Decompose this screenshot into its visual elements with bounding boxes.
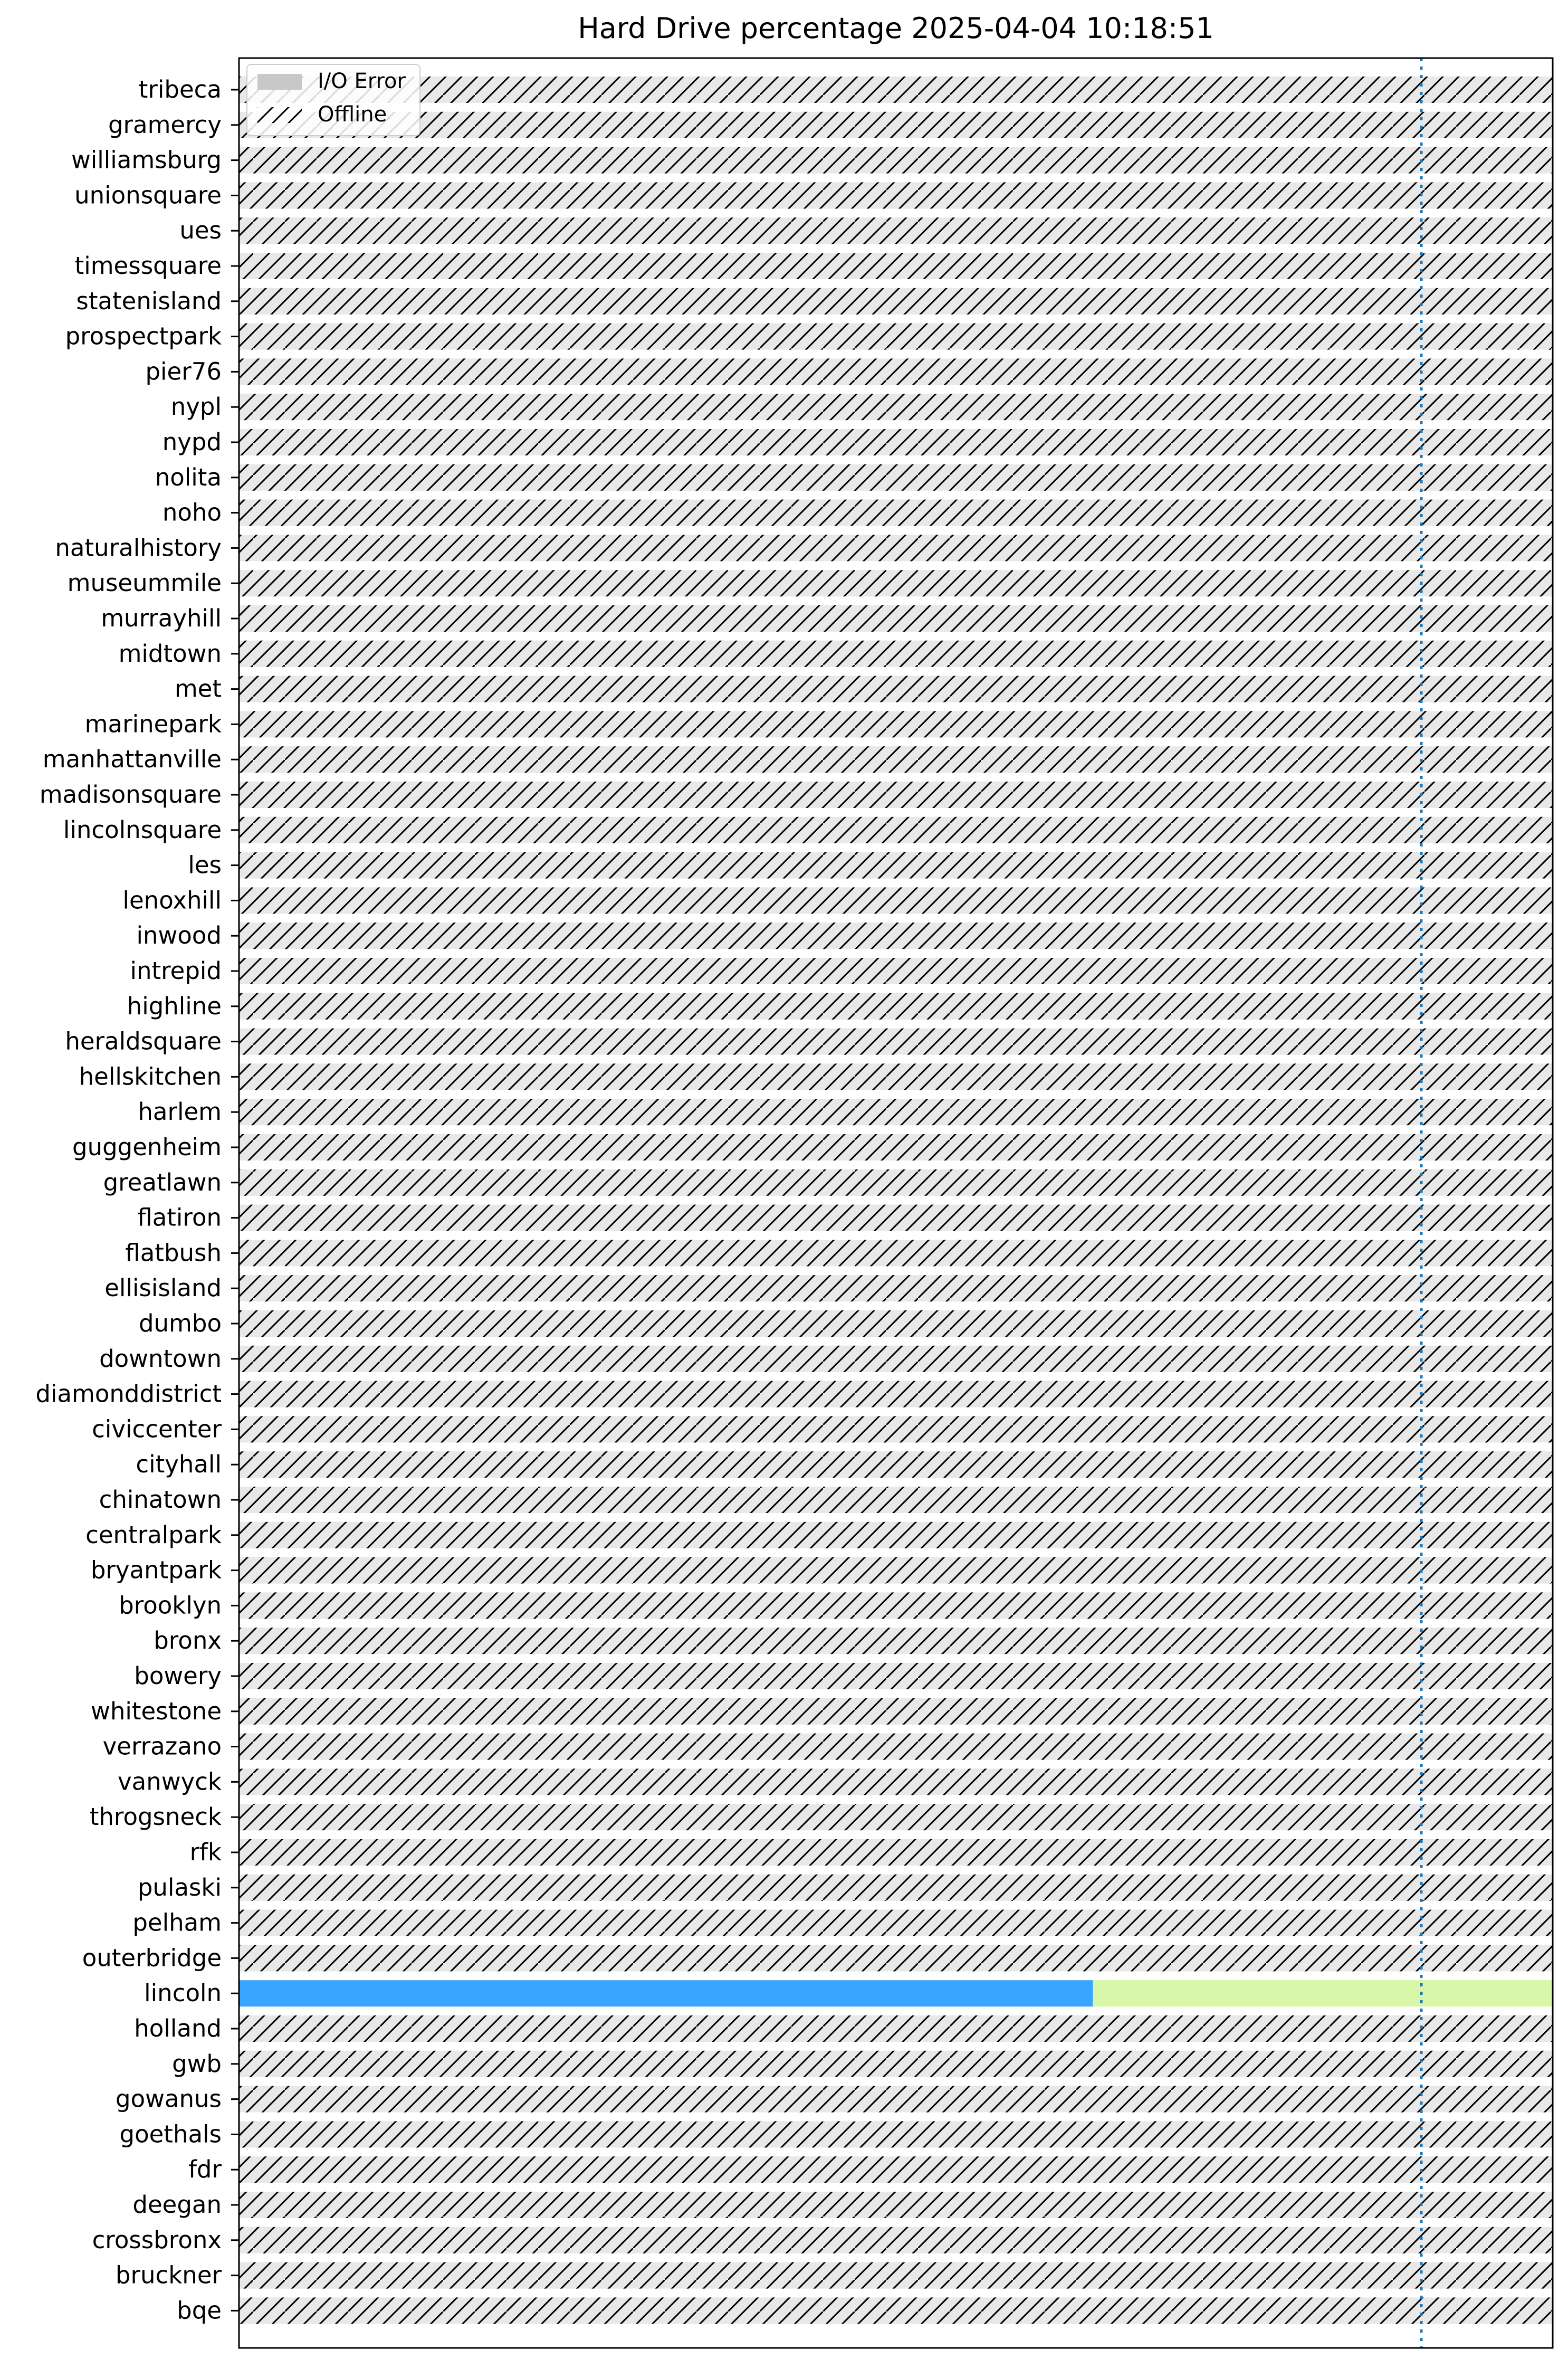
- y-axis-tick-labels: [35, 75, 222, 2324]
- bar-offline-hatch-bqe: [239, 2297, 1553, 2324]
- bar-offline-hatch-intrepid: [239, 958, 1553, 984]
- bar-offline-hatch-hellskitchen: [239, 1063, 1553, 1090]
- y-tick-label-les: les: [188, 851, 222, 879]
- y-tick-label-greatlawn: greatlawn: [103, 1168, 222, 1196]
- bar-offline-hatch-deegan: [239, 2192, 1553, 2218]
- y-tick-label-dumbo: dumbo: [138, 1309, 222, 1337]
- y-tick-label-midtown: midtown: [118, 639, 222, 668]
- bar-offline-hatch-noho: [239, 500, 1553, 526]
- bar-offline-hatch-nypd: [239, 429, 1553, 455]
- y-tick-label-lincolnsquare: lincolnsquare: [63, 815, 222, 844]
- bar-offline-hatch-murrayhill: [239, 605, 1553, 632]
- bar-offline-hatch-timessquare: [239, 253, 1553, 279]
- y-tick-label-tribeca: tribeca: [138, 75, 222, 103]
- y-tick-label-statenisland: statenisland: [76, 287, 222, 315]
- bar-offline-hatch-bowery: [239, 1663, 1553, 1689]
- bar-offline-hatch-vanwyck: [239, 1768, 1553, 1795]
- bar-offline-hatch-diamonddistrict: [239, 1381, 1553, 1407]
- y-tick-label-throgsneck: throgsneck: [89, 1803, 222, 1831]
- bar-offline-hatch-heraldsquare: [239, 1029, 1553, 1055]
- bar-offline-hatch-holland: [239, 2015, 1553, 2042]
- bar-offline-hatch-nolita: [239, 464, 1553, 491]
- bar-offline-hatch-bruckner: [239, 2262, 1553, 2289]
- y-tick-label-williamsburg: williamsburg: [71, 146, 222, 174]
- y-tick-label-pulaski: pulaski: [137, 1873, 222, 1901]
- y-tick-label-pelham: pelham: [132, 1908, 222, 1937]
- y-tick-label-ellisisland: ellisisland: [104, 1274, 222, 1302]
- y-tick-label-crossbronx: crossbronx: [92, 2225, 222, 2254]
- y-tick-label-bruckner: bruckner: [115, 2261, 222, 2289]
- bar-offline-hatch-highline: [239, 993, 1553, 1020]
- bar-offline-hatch-met: [239, 676, 1553, 702]
- y-tick-label-prospectpark: prospectpark: [65, 322, 222, 350]
- bar-offline-hatch-flatbush: [239, 1240, 1553, 1266]
- bar-offline-hatch-crossbronx: [239, 2227, 1553, 2253]
- y-tick-label-highline: highline: [127, 992, 222, 1020]
- y-tick-label-noho: noho: [162, 498, 222, 527]
- bar-offline-hatch-pier76: [239, 358, 1553, 385]
- y-tick-label-fdr: fdr: [188, 2155, 222, 2184]
- bar-offline-hatch-brooklyn: [239, 1592, 1553, 1619]
- bar-offline-hatch-les: [239, 852, 1553, 879]
- bar-offline-hatch-bronx: [239, 1628, 1553, 1654]
- y-tick-label-civiccenter: civiccenter: [92, 1415, 222, 1443]
- bar-offline-hatch-prospectpark: [239, 324, 1553, 350]
- chart-title: Hard Drive percentage 2025-04-04 10:18:51: [578, 12, 1214, 45]
- y-tick-label-ues: ues: [179, 216, 222, 245]
- y-tick-label-museummile: museummile: [67, 569, 222, 597]
- bar-offline-hatch-marinepark: [239, 711, 1553, 737]
- y-tick-label-madisonsquare: madisonsquare: [39, 781, 222, 808]
- y-tick-label-brooklyn: brooklyn: [119, 1591, 222, 1620]
- bar-offline-hatch-harlem: [239, 1099, 1553, 1125]
- bar-offline-hatch-naturalhistory: [239, 535, 1553, 561]
- y-tick-label-nolita: nolita: [155, 463, 222, 491]
- bar-offline-hatch-outerbridge: [239, 1945, 1553, 1971]
- bar-offline-hatch-madisonsquare: [239, 782, 1553, 808]
- y-tick-label-goethals: goethals: [119, 2120, 222, 2148]
- bar-offline-hatch-rfk: [239, 1839, 1553, 1866]
- y-tick-label-outerbridge: outerbridge: [82, 1944, 222, 1972]
- y-tick-label-chinatown: chinatown: [99, 1486, 222, 1514]
- legend-swatch-offline: [257, 107, 302, 123]
- bar-offline-hatch-lincolnsquare: [239, 817, 1553, 843]
- legend-swatch-io-error: [257, 74, 302, 90]
- y-tick-label-guggenheim: guggenheim: [72, 1133, 222, 1161]
- y-tick-label-verrazano: verrazano: [102, 1732, 222, 1761]
- bar-offline-hatch-ellisisland: [239, 1275, 1553, 1301]
- bar-offline-hatch-guggenheim: [239, 1134, 1553, 1161]
- bar-offline-hatch-cityhall: [239, 1451, 1553, 1478]
- y-tick-label-intrepid: intrepid: [130, 957, 222, 985]
- bar-offline-hatch-fdr: [239, 2156, 1553, 2183]
- y-tick-label-flatbush: flatbush: [125, 1239, 222, 1267]
- bar-offline-hatch-lenoxhill: [239, 887, 1553, 914]
- bar-free-lincoln: [1093, 1980, 1553, 2006]
- bar-offline-hatch-unionsquare: [239, 182, 1553, 208]
- y-tick-label-flatiron: flatiron: [137, 1203, 222, 1232]
- bar-offline-hatch-chinatown: [239, 1487, 1553, 1513]
- y-tick-label-harlem: harlem: [138, 1098, 222, 1126]
- y-tick-label-diamonddistrict: diamonddistrict: [35, 1380, 222, 1408]
- y-tick-label-naturalhistory: naturalhistory: [55, 534, 222, 562]
- y-tick-label-rfk: rfk: [189, 1838, 222, 1866]
- legend: [247, 64, 420, 136]
- y-tick-label-bryantpark: bryantpark: [90, 1556, 222, 1584]
- bar-offline-hatch-tribeca: [239, 77, 1553, 103]
- bar-offline-hatch-verrazano: [239, 1734, 1553, 1760]
- y-tick-label-centralpark: centralpark: [85, 1520, 222, 1549]
- y-tick-label-holland: holland: [134, 2014, 222, 2042]
- y-tick-label-nypl: nypl: [170, 393, 222, 421]
- y-tick-label-gowanus: gowanus: [116, 2085, 222, 2113]
- y-tick-label-hellskitchen: hellskitchen: [79, 1062, 222, 1091]
- y-tick-label-deegan: deegan: [132, 2191, 222, 2219]
- bar-offline-hatch-gwb: [239, 2051, 1553, 2077]
- bar-offline-hatch-inwood: [239, 922, 1553, 949]
- y-tick-label-pier76: pier76: [145, 357, 222, 386]
- bar-offline-hatch-bryantpark: [239, 1557, 1553, 1584]
- bar-offline-hatch-pulaski: [239, 1875, 1553, 1901]
- legend-label-io-error: I/O Error: [318, 69, 406, 93]
- bar-offline-hatch-civiccenter: [239, 1416, 1553, 1442]
- bar-offline-hatch-williamsburg: [239, 147, 1553, 174]
- y-tick-label-bronx: bronx: [154, 1626, 222, 1655]
- y-tick-label-gwb: gwb: [172, 2049, 222, 2078]
- y-tick-label-murrayhill: murrayhill: [101, 604, 222, 632]
- bar-offline-hatch-whitestone: [239, 1698, 1553, 1725]
- y-tick-label-heraldsquare: heraldsquare: [65, 1027, 222, 1055]
- legend-label-offline: Offline: [318, 102, 387, 127]
- y-tick-label-downtown: downtown: [99, 1344, 222, 1373]
- bar-offline-hatch-dumbo: [239, 1310, 1553, 1337]
- y-tick-label-vanwyck: vanwyck: [118, 1767, 222, 1796]
- bar-offline-hatch-flatiron: [239, 1205, 1553, 1231]
- bar-offline-hatch-ues: [239, 217, 1553, 244]
- y-tick-label-cityhall: cityhall: [136, 1450, 222, 1479]
- bar-offline-hatch-gramercy: [239, 112, 1553, 138]
- y-tick-label-met: met: [174, 674, 222, 703]
- bar-offline-hatch-goethals: [239, 2121, 1553, 2147]
- bar-offline-hatch-pelham: [239, 1910, 1553, 1936]
- y-tick-label-unionsquare: unionsquare: [74, 181, 222, 210]
- bar-offline-hatch-museummile: [239, 570, 1553, 596]
- y-tick-label-lincoln: lincoln: [144, 1979, 222, 2008]
- bar-offline-hatch-nypl: [239, 394, 1553, 420]
- y-tick-label-nypd: nypd: [162, 428, 222, 456]
- bar-offline-hatch-midtown: [239, 641, 1553, 667]
- y-tick-label-inwood: inwood: [136, 921, 222, 950]
- bar-offline-hatch-greatlawn: [239, 1169, 1553, 1196]
- bar-offline-hatch-centralpark: [239, 1522, 1553, 1548]
- bar-offline-hatch-throgsneck: [239, 1804, 1553, 1830]
- y-tick-label-lenoxhill: lenoxhill: [122, 886, 222, 915]
- y-tick-label-whitestone: whitestone: [91, 1697, 222, 1725]
- bar-offline-hatch-manhattanville: [239, 746, 1553, 773]
- y-axis-ticks: [231, 90, 239, 2310]
- y-tick-label-bowery: bowery: [134, 1662, 222, 1690]
- bar-offline-hatch-statenisland: [239, 288, 1553, 315]
- y-tick-label-manhattanville: manhattanville: [42, 745, 222, 774]
- bar-offline-hatch-downtown: [239, 1346, 1553, 1372]
- bar-used-lincoln: [239, 1980, 1093, 2006]
- y-tick-label-marinepark: marinepark: [84, 710, 222, 738]
- y-tick-label-timessquare: timessquare: [74, 252, 222, 280]
- y-tick-label-gramercy: gramercy: [108, 110, 222, 139]
- y-tick-label-bqe: bqe: [177, 2296, 222, 2325]
- bar-offline-hatch-gowanus: [239, 2086, 1553, 2113]
- chart-rows: [239, 77, 1553, 2324]
